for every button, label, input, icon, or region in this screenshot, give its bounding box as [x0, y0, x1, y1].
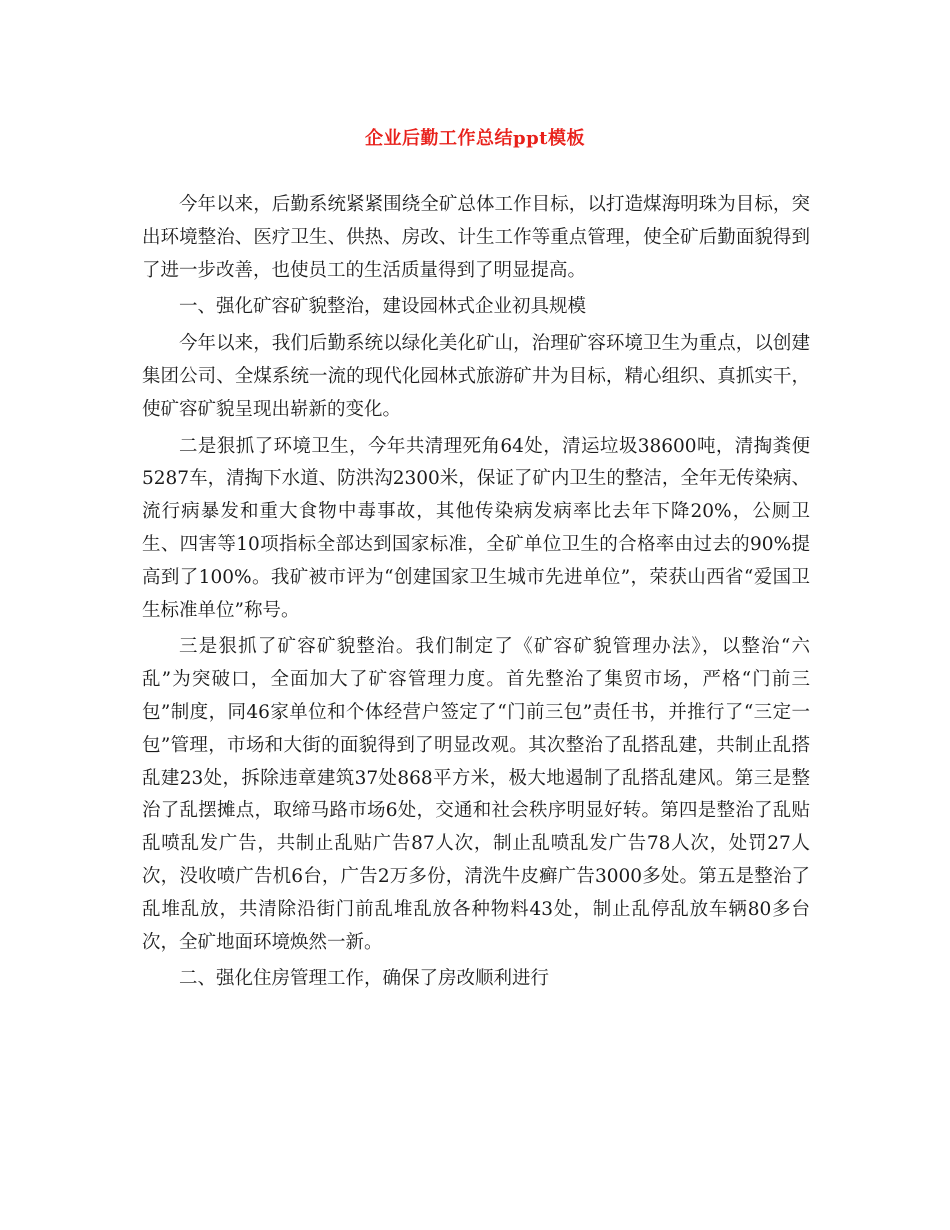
document-body — [142, 189, 810, 1000]
paragraph-greening: 今年以来，我们后勤系统以绿化美化矿山，治理矿容环境卫生为重点，以创建集团公司、全煤系统一流的现代化园林式旅游矿井为目标，精心组织、真抓实干，使矿容矿貌呈现出崭新的变化。 — [142, 333, 810, 420]
document-title: 企业后勤工作总结ppt模板 — [365, 128, 585, 149]
section-heading-2: 二、强化住房管理工作，确保了房改顺利进行 — [179, 968, 550, 990]
paragraph-mine-appearance: 三是狠抓了矿容矿貌整治。我们制定了《矿容矿貌管理办法》，以整治“六乱”为突破口，全面加大了矿容管理力度。首先整治了集贸市场，严格“门前三包”制度，同46家单位和个体经营户签定了“门前三包”责任书，并推行了“三定一包”管理，市场和大街的面貌得到了明显改观。其次整治了乱搭乱建，共制止乱搭乱建23处，拆除违章建筑37处868平方米，极大地遏制了乱搭乱建风。第三是整治了乱摆摊点，取缔马路市场6处，交通和社会秩序明显好转。第四是整治了乱贴乱喷乱发广告，共制止乱贴广告87人次，制止乱喷乱发广告78人次，处罚27人次，没收喷广告机6台，广告2万多份，清洗牛皮癣广告3000多处。第五是整治了乱堆乱放，共清除沿街门前乱堆乱放各种物料43处，制止乱停乱放车辆80多台次，全矿地面环境焕然一新。 — [142, 636, 810, 953]
paragraph-intro: 今年以来，后勤系统紧紧围绕全矿总体工作目标，以打造煤海明珠为目标，突出环境整治、医疗卫生、供热、房改、计生工作等重点管理，使全矿后勤面貌得到了进一步改善，也使员工的生活质量得到了明显提高。 — [142, 194, 810, 281]
section-heading-1: 一、强化矿容矿貌整治，建设园林式企业初具规模 — [179, 296, 587, 318]
paragraph-sanitation: 二是狠抓了环境卫生，今年共清理死角64处，清运垃圾38600吨，清掏粪便5287车，清掏下水道、防洪沟2300米，保证了矿内卫生的整洁，全年无传染病、流行病暴发和重大食物中毒事故，其他传染病发病率比去年下降20%，公厕卫生、四害等10项指标全部达到国家标准，全矿单位卫生的合格率由过去的90%提高到了100%。我矿被市评为“创建国家卫生城市先进单位”，荣获山西省“爱国卫生标准单位”称号。 — [142, 435, 810, 621]
